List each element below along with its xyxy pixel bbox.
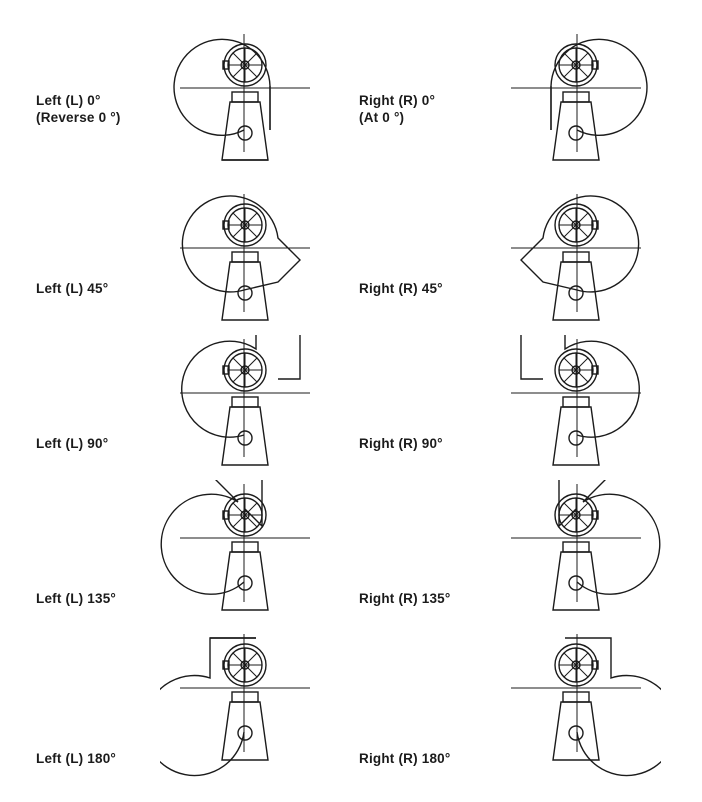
fan-spokes [559,208,593,242]
pedestal-hole [569,576,583,590]
bearing-block [563,692,589,702]
diagram-row-0 [0,30,702,190]
figure-label-line1: Right (R) 45° [359,281,443,296]
scroll-housing [182,196,300,292]
pedestal [553,262,599,320]
figure-label-line1: Right (R) 135° [359,591,451,606]
fan-figure-right-0 [481,30,661,190]
figure-cell-left-90 [0,335,351,495]
scroll-housing [161,480,262,594]
figure-cell-right-135 [351,480,702,640]
figure-label-line1: Right (R) 90° [359,436,443,451]
scroll-housing [521,196,639,292]
pedestal-hole [238,576,252,590]
bearing-block [232,542,258,552]
fan-spokes [228,48,262,82]
fan-figure-left-180 [160,630,340,790]
fan-spokes [228,498,262,532]
bearing-block [232,692,258,702]
figure-label-line1: Left (L) 90° [36,436,109,451]
fan-figure-right-135 [481,480,661,640]
pedestal-hole [238,431,252,445]
bearing-block [232,397,258,407]
fan-spokes [559,48,593,82]
figure-label-line2: (At 0 °) [359,110,405,125]
pedestal-hole [569,126,583,140]
bearing-block [563,92,589,102]
pedestal [553,552,599,610]
pedestal [222,102,268,160]
pedestal-hole [238,726,252,740]
fan-figure-right-90 [481,335,661,495]
figure-cell-left-45 [0,190,351,350]
diagram-row-45 [0,190,702,350]
fan-spokes [559,353,593,387]
fan-spokes [559,498,593,532]
figure-label-line1: Left (L) 180° [36,751,117,766]
pedestal [553,102,599,160]
fan-figure-right-45 [481,190,661,350]
fan-spokes [228,208,262,242]
fan-figure-left-135 [160,480,340,640]
figure-label-line1: Left (L) 45° [36,281,109,296]
pedestal [553,407,599,465]
figure-cell-right-45 [351,190,702,350]
fan-spokes [559,648,593,682]
fan-spokes [228,648,262,682]
scroll-housing [559,480,660,594]
pedestal-hole [569,431,583,445]
figure-label-line1: Right (R) 0° [359,93,436,108]
figure-cell-right-180 [351,630,702,790]
figure-label-line1: Left (L) 135° [36,591,117,606]
scroll-housing [160,638,256,776]
figure-cell-left-180 [0,630,351,790]
figure-cell-left-135 [0,480,351,640]
pedestal-hole [238,126,252,140]
pedestal-hole [569,726,583,740]
fan-figure-left-45 [160,190,340,350]
fan-figure-right-180 [481,630,661,790]
figure-label-line1: Right (R) 180° [359,751,451,766]
bearing-block [563,542,589,552]
bearing-block [563,252,589,262]
bearing-block [232,252,258,262]
pedestal [222,262,268,320]
pedestal [553,702,599,760]
pedestal-hole [569,286,583,300]
figure-cell-left-0 [0,30,351,190]
figure-cell-right-0 [351,30,702,190]
pedestal [222,407,268,465]
fan-figure-left-90 [160,335,340,495]
bearing-block [232,92,258,102]
bearing-block [563,397,589,407]
fan-figure-left-0 [160,30,340,190]
fan-spokes [228,353,262,387]
diagram-row-135 [0,480,702,640]
diagram-row-180 [0,630,702,790]
figure-cell-right-90 [351,335,702,495]
figure-label-line1: Left (L) 0° [36,93,101,108]
pedestal [222,552,268,610]
diagram-row-90 [0,335,702,495]
scroll-housing [565,638,661,776]
pedestal [222,702,268,760]
figure-label-line2: (Reverse 0 °) [36,110,121,125]
pedestal-hole [238,286,252,300]
